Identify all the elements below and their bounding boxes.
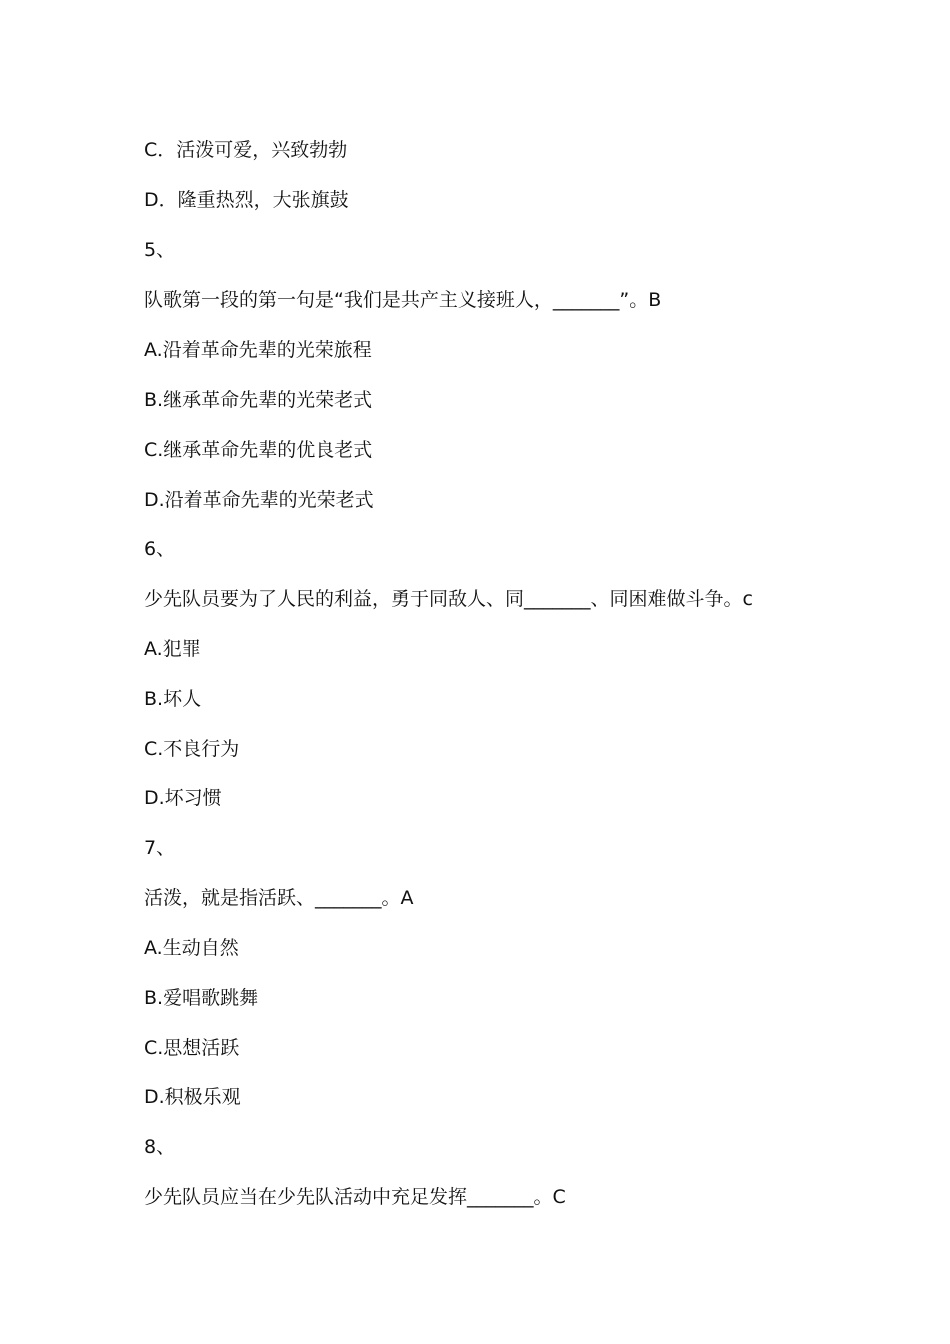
question-text-5: 队歌第一段的第一句是“我们是共产主义接班人，_______”。B bbox=[144, 289, 662, 311]
option-a-q5: A.沿着革命先辈的光荣旅程 bbox=[144, 339, 372, 361]
question-number-7: 7、 bbox=[144, 837, 176, 859]
option-c-q4: C．活泼可爱，兴致勃勃 bbox=[144, 139, 348, 161]
option-b-q7: B.爱唱歌跳舞 bbox=[144, 987, 259, 1009]
option-d-q4: D．隆重热烈，大张旗鼓 bbox=[144, 189, 349, 211]
question-text-7: 活泼，就是指活跃、_______。A bbox=[144, 887, 414, 909]
question-text-8: 少先队员应当在少先队活动中充足发挥_______。C bbox=[144, 1186, 566, 1208]
question-number-6: 6、 bbox=[144, 538, 176, 560]
option-c-q5: C.继承革命先辈的优良老式 bbox=[144, 439, 373, 461]
option-c-q6: C.不良行为 bbox=[144, 738, 240, 760]
option-b-q6: B.坏人 bbox=[144, 688, 202, 710]
question-number-5: 5、 bbox=[144, 239, 176, 261]
option-a-q6: A.犯罪 bbox=[144, 638, 201, 660]
question-number-8: 8、 bbox=[144, 1136, 176, 1158]
option-d-q7: D.积极乐观 bbox=[144, 1086, 241, 1108]
option-a-q7: A.生动自然 bbox=[144, 937, 239, 959]
option-c-q7: C.思想活跃 bbox=[144, 1037, 240, 1059]
option-d-q5: D.沿着革命先辈的光荣老式 bbox=[144, 489, 374, 511]
option-b-q5: B.继承革命先辈的光荣老式 bbox=[144, 389, 373, 411]
question-text-6: 少先队员要为了人民的利益，勇于同敌人、同_______、同困难做斗争。c bbox=[144, 588, 753, 610]
option-d-q6: D.坏习惯 bbox=[144, 787, 222, 809]
